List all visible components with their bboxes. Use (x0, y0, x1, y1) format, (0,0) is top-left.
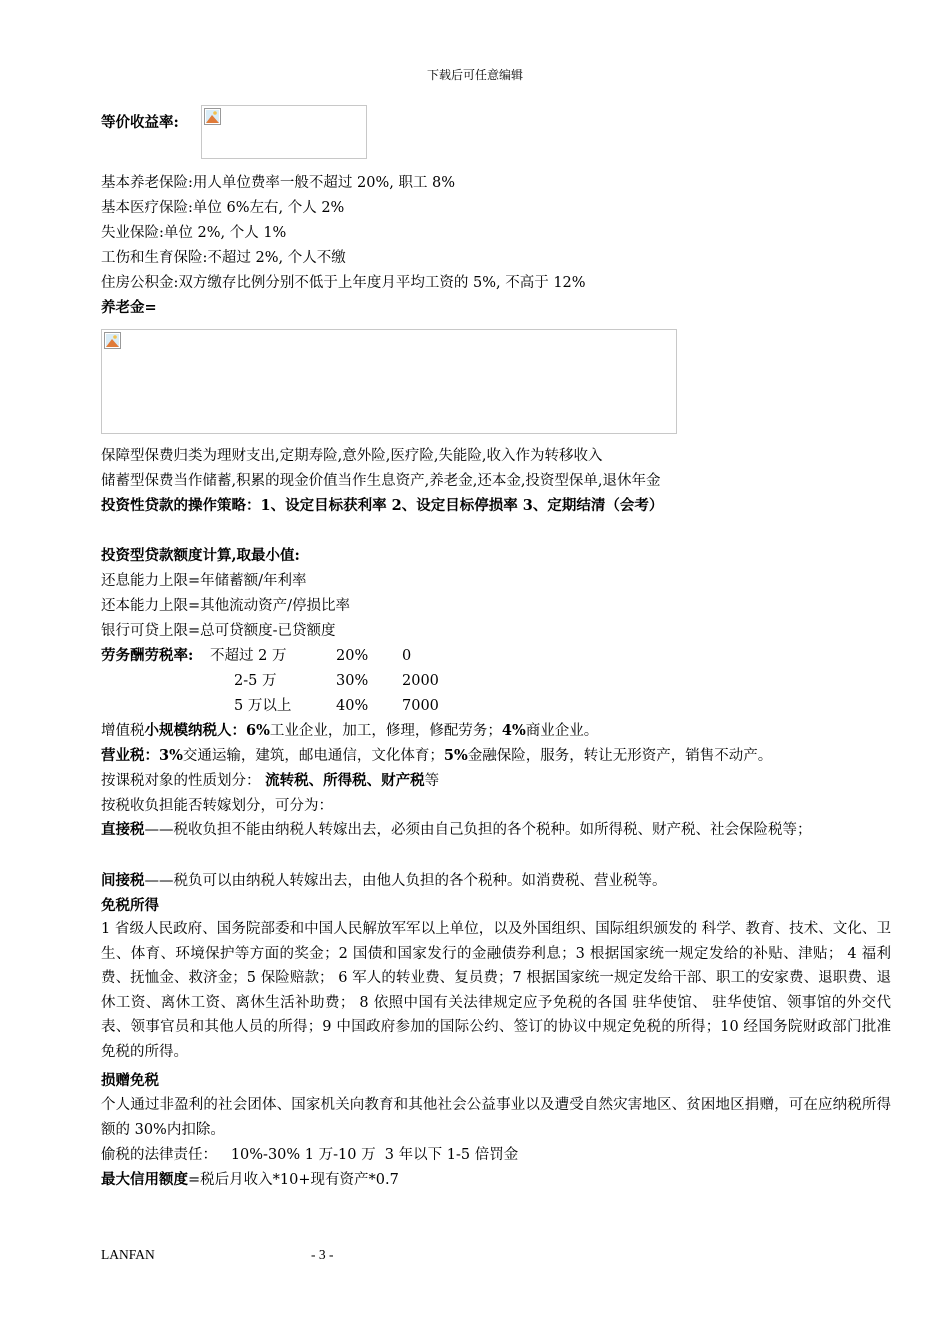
vat-line (101, 721, 598, 741)
loan-limit-item: 还息能力上限=年储蓄额/年利率 (101, 573, 307, 589)
insurance-line: 基本养老保险:用人单位费率一般不超过 20%, 职工 8% (101, 175, 456, 191)
labor-tax-deduction: 2000 (402, 673, 439, 689)
loan-limit-item: 还本能力上限=其他流动资产/停损比率 (101, 598, 351, 614)
indirect-tax-text: ——税负可以由纳税人转嫁出去，由他人负担的各个税种。如消费税、营业税等。 (144, 873, 667, 889)
header-note: 下载后可任意编辑 (426, 68, 523, 82)
labor-tax-label: 劳务酬劳税率: (101, 647, 194, 664)
labor-tax-rate: 40% (336, 698, 369, 714)
direct-tax-label: 直接税 (101, 821, 145, 838)
labor-tax-deduction: 7000 (402, 698, 439, 714)
insurance-line: 基本医疗保险:单位 6%左右, 个人 2% (101, 200, 345, 216)
page-number: - 3 - (311, 1247, 334, 1262)
business-tax-rate-5: 5% (443, 747, 468, 764)
classify-line (101, 771, 439, 791)
labor-tax-range: 5 万以上 (234, 698, 292, 714)
premium-line: 储蓄型保费当作储蓄,积累的现金价值当作生息资产,养老金,还本金,投资型保单,退休年金 (101, 473, 661, 489)
premium-line: 保障型保费归类为理财支出,定期寿险,意外险,医疗险,失能险,收入作为转移收入 (101, 448, 603, 464)
loan-strategy: 投资性贷款的操作策略：1、设定目标获利率 2、设定目标停损率 3、定期结清（会考） (101, 497, 664, 514)
vat-small-taxpayer: 小规模纳税人： (144, 722, 246, 739)
loan-limit-item: 银行可贷上限=总可贷额度-已贷额度 (101, 623, 336, 639)
indirect-tax-line (101, 871, 667, 891)
vat-prefix: 增值税 (101, 723, 145, 739)
exempt-text: 1 省级人民政府、国务院部委和中国人民解放军军以上单位，以及外国组织、国际组织颁发的 科学、教育、技术、文化、卫生、体育、环境保护等方面的奖金；2 国债和国家发行的金融债券利息；3 根据国家统一规定发给的补贴、津贴； 4 福利费、抚恤金、救济金；5 保险赔款； 6 军人的转业费、复员费；7 根据国家统一规定发给干部、职工的安家费、退职费、退休工资、离休工资、离休生活补助费； 8 依照中国有关法律规定应予免税的各国 驻华使馆、 驻华使馆、领事馆的外交代表、领事官员和其他人员的所得；9 中国政府参加的国际公约、签订的协议中规定免税的所得；10 经国务院财政部门批准免税的所得。 (101, 921, 891, 1060)
evasion-line: 偷税的法律责任： 10%-30% 1 万-10 万 3 年以下 1-5 倍罚金 (101, 1147, 519, 1163)
vat-text-2: 商业企业。 (525, 723, 599, 739)
labor-tax-rate: 20% (336, 648, 369, 664)
indirect-tax-label: 间接税 (101, 872, 145, 889)
pension-image-placeholder (101, 329, 677, 434)
footer-left: LANFAN (101, 1247, 155, 1262)
business-tax-line (101, 746, 772, 766)
broken-image-icon (204, 108, 221, 125)
exempt-title: 免税所得 (101, 897, 159, 914)
business-tax-label: 营业税： (101, 747, 159, 764)
vat-rate-4: 4% (501, 722, 526, 739)
business-tax-text-2: 金融保险，服务，转让无形资产，销售不动产。 (467, 748, 773, 764)
classify-suffix: 等 (424, 773, 440, 789)
donation-text: 个人通过非盈利的社会团体、国家机关向教育和其他社会公益事业以及遭受自然灾害地区、贫困地区捐赠，可在应纳税所得额的 30%内扣除。 (101, 1097, 891, 1138)
labor-tax-rate: 30% (336, 673, 369, 689)
classify-bold: 流转税、所得税、财产税 (265, 772, 425, 789)
broken-image-icon (104, 332, 121, 349)
direct-tax-paragraph (101, 818, 891, 843)
equiv-yield-label: 等价收益率: (101, 114, 179, 131)
classify-prefix: 按课税对象的性质划分： (101, 773, 261, 789)
insurance-line: 工伤和生育保险:不超过 2%, 个人不缴 (101, 250, 346, 266)
vat-rate-6: 6% (246, 722, 270, 739)
formula-image-placeholder (201, 105, 367, 159)
direct-tax-text: ——税收负担不能由纳税人转嫁出去，必须由自己负担的各个税种。如所得税、财产税、社会保险税等； (144, 822, 812, 838)
credit-text: =税后月收入*10+现有资产*0.7 (188, 1172, 399, 1188)
insurance-line: 住房公积金:双方缴存比例分别不低于上年度月平均工资的 5%, 不高于 12% (101, 275, 586, 291)
labor-tax-range: 不超过 2 万 (210, 648, 287, 664)
labor-tax-deduction: 0 (402, 648, 412, 664)
credit-line (101, 1170, 399, 1190)
business-tax-text-1: 交通运输，建筑，邮电通信，文化体育； (182, 748, 444, 764)
vat-text-1: 工业企业，加工，修理，修配劳务； (269, 723, 502, 739)
labor-tax-range: 2-5 万 (234, 673, 277, 689)
donation-title: 损赠免税 (101, 1072, 159, 1089)
insurance-line: 失业保险:单位 2%, 个人 1% (101, 225, 287, 241)
pension-label: 养老金= (101, 299, 157, 316)
loan-limit-title: 投资型贷款额度计算,取最小值: (101, 547, 300, 564)
credit-label: 最大信用额度 (101, 1171, 188, 1188)
business-tax-rate-3: 3% (159, 747, 183, 764)
burden-line: 按税收负担能否转嫁划分，可分为： (101, 798, 333, 814)
